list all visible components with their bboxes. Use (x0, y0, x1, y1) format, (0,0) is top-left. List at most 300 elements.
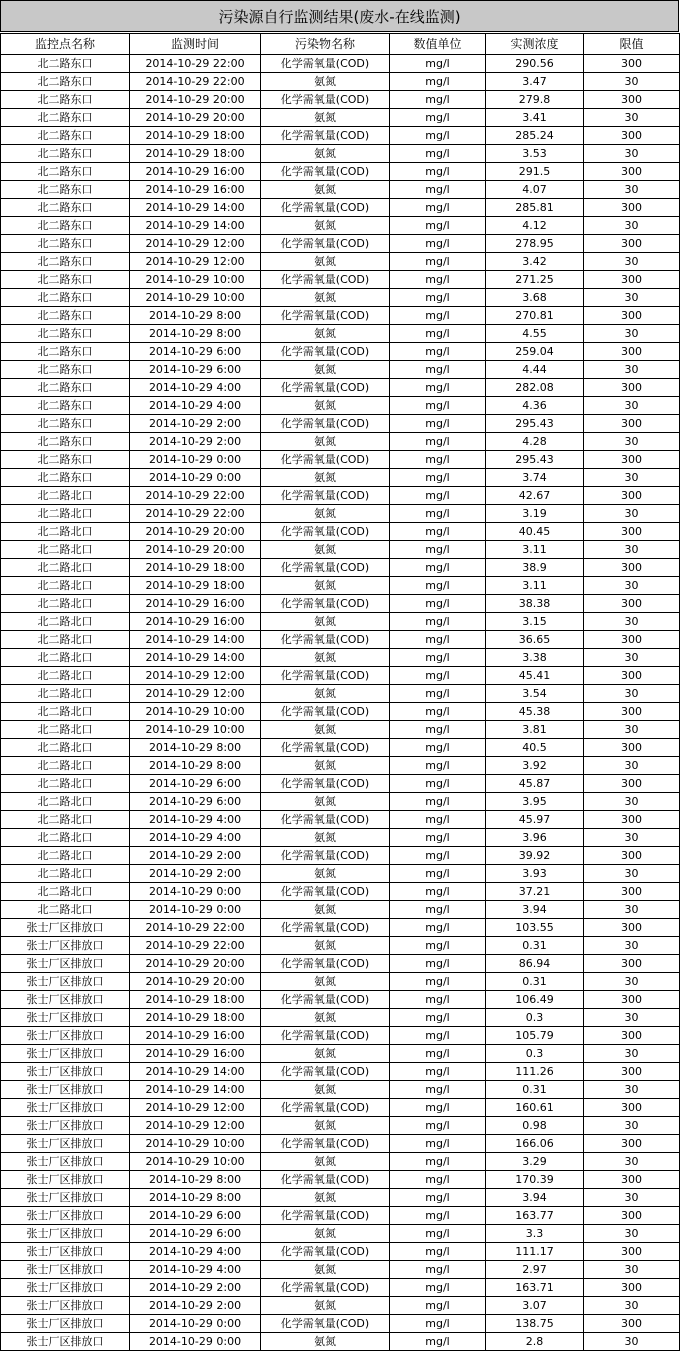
cell-monitor-point: 北二路东口 (1, 361, 130, 379)
cell-limit: 300 (584, 595, 680, 613)
cell-monitor-point: 张士厂区排放口 (1, 1027, 130, 1045)
cell-monitor-time: 2014-10-29 6:00 (130, 1207, 261, 1225)
table-row (1, 919, 680, 937)
cell-measured: 0.31 (486, 1081, 584, 1099)
table-row (1, 739, 680, 757)
table-row (1, 1225, 680, 1243)
cell-limit: 30 (584, 1189, 680, 1207)
page-title: 污染源自行监测结果(废水-在线监测) (0, 0, 679, 32)
cell-limit: 30 (584, 865, 680, 883)
table-row (1, 181, 680, 199)
cell-monitor-point: 张士厂区排放口 (1, 1045, 130, 1063)
cell-monitor-time: 2014-10-29 10:00 (130, 703, 261, 721)
cell-monitor-time: 2014-10-29 18:00 (130, 145, 261, 163)
cell-monitor-time: 2014-10-29 12:00 (130, 667, 261, 685)
cell-monitor-point: 北二路东口 (1, 325, 130, 343)
cell-unit: mg/l (390, 1099, 486, 1117)
cell-monitor-point: 北二路北口 (1, 487, 130, 505)
cell-pollutant: 氨氮 (261, 109, 390, 127)
cell-unit: mg/l (390, 1117, 486, 1135)
cell-measured: 0.3 (486, 1009, 584, 1027)
table-row (1, 1297, 680, 1315)
cell-pollutant: 化学需氧量(COD) (261, 379, 390, 397)
cell-measured: 40.5 (486, 739, 584, 757)
cell-monitor-time: 2014-10-29 0:00 (130, 883, 261, 901)
cell-monitor-point: 张士厂区排放口 (1, 1207, 130, 1225)
cell-pollutant: 氨氮 (261, 901, 390, 919)
cell-monitor-time: 2014-10-29 12:00 (130, 1117, 261, 1135)
cell-unit: mg/l (390, 145, 486, 163)
cell-unit: mg/l (390, 253, 486, 271)
cell-monitor-time: 2014-10-29 6:00 (130, 1225, 261, 1243)
cell-measured: 45.41 (486, 667, 584, 685)
cell-measured: 3.93 (486, 865, 584, 883)
table-row (1, 145, 680, 163)
cell-pollutant: 化学需氧量(COD) (261, 307, 390, 325)
cell-monitor-point: 张士厂区排放口 (1, 1009, 130, 1027)
table-row (1, 757, 680, 775)
cell-limit: 30 (584, 793, 680, 811)
table-row (1, 1027, 680, 1045)
cell-monitor-point: 北二路东口 (1, 289, 130, 307)
cell-monitor-time: 2014-10-29 14:00 (130, 199, 261, 217)
header-monitor-point: 监控点名称 (1, 34, 130, 55)
cell-monitor-time: 2014-10-29 14:00 (130, 631, 261, 649)
cell-monitor-time: 2014-10-29 8:00 (130, 307, 261, 325)
cell-pollutant: 氨氮 (261, 505, 390, 523)
cell-pollutant: 化学需氧量(COD) (261, 955, 390, 973)
cell-limit: 300 (584, 91, 680, 109)
cell-pollutant: 化学需氧量(COD) (261, 991, 390, 1009)
cell-pollutant: 化学需氧量(COD) (261, 1207, 390, 1225)
cell-monitor-point: 北二路东口 (1, 433, 130, 451)
cell-measured: 3.68 (486, 289, 584, 307)
table-row (1, 703, 680, 721)
cell-monitor-point: 北二路北口 (1, 703, 130, 721)
cell-limit: 300 (584, 775, 680, 793)
cell-unit: mg/l (390, 1081, 486, 1099)
header-row (1, 34, 680, 55)
table-row (1, 433, 680, 451)
cell-measured: 39.92 (486, 847, 584, 865)
cell-pollutant: 氨氮 (261, 829, 390, 847)
cell-pollutant: 化学需氧量(COD) (261, 1315, 390, 1333)
cell-measured: 3.3 (486, 1225, 584, 1243)
cell-limit: 300 (584, 487, 680, 505)
cell-limit: 300 (584, 235, 680, 253)
cell-pollutant: 氨氮 (261, 289, 390, 307)
cell-pollutant: 氨氮 (261, 217, 390, 235)
cell-pollutant: 氨氮 (261, 1081, 390, 1099)
header-measured: 实测浓度 (486, 34, 584, 55)
cell-pollutant: 化学需氧量(COD) (261, 1171, 390, 1189)
cell-measured: 38.38 (486, 595, 584, 613)
cell-monitor-point: 北二路北口 (1, 757, 130, 775)
header-monitor-time: 监测时间 (130, 34, 261, 55)
cell-monitor-time: 2014-10-29 22:00 (130, 487, 261, 505)
cell-limit: 300 (584, 1135, 680, 1153)
cell-monitor-time: 2014-10-29 18:00 (130, 127, 261, 145)
cell-measured: 111.17 (486, 1243, 584, 1261)
cell-measured: 295.43 (486, 451, 584, 469)
cell-pollutant: 氨氮 (261, 181, 390, 199)
cell-unit: mg/l (390, 235, 486, 253)
cell-monitor-time: 2014-10-29 18:00 (130, 991, 261, 1009)
cell-monitor-time: 2014-10-29 4:00 (130, 811, 261, 829)
cell-measured: 40.45 (486, 523, 584, 541)
cell-unit: mg/l (390, 1009, 486, 1027)
cell-unit: mg/l (390, 1225, 486, 1243)
cell-monitor-time: 2014-10-29 16:00 (130, 181, 261, 199)
table-row (1, 721, 680, 739)
cell-measured: 36.65 (486, 631, 584, 649)
cell-limit: 30 (584, 577, 680, 595)
cell-measured: 45.97 (486, 811, 584, 829)
cell-limit: 30 (584, 397, 680, 415)
cell-measured: 3.54 (486, 685, 584, 703)
cell-unit: mg/l (390, 1171, 486, 1189)
cell-monitor-time: 2014-10-29 2:00 (130, 415, 261, 433)
table-row (1, 163, 680, 181)
cell-monitor-point: 北二路北口 (1, 721, 130, 739)
cell-measured: 3.94 (486, 901, 584, 919)
cell-unit: mg/l (390, 973, 486, 991)
cell-monitor-time: 2014-10-29 18:00 (130, 559, 261, 577)
cell-monitor-point: 北二路东口 (1, 343, 130, 361)
cell-unit: mg/l (390, 1189, 486, 1207)
cell-monitor-point: 北二路东口 (1, 469, 130, 487)
cell-unit: mg/l (390, 937, 486, 955)
cell-pollutant: 氨氮 (261, 397, 390, 415)
table-row (1, 1333, 680, 1351)
cell-limit: 300 (584, 1027, 680, 1045)
cell-monitor-time: 2014-10-29 20:00 (130, 91, 261, 109)
cell-measured: 4.12 (486, 217, 584, 235)
table-row (1, 937, 680, 955)
cell-monitor-point: 北二路东口 (1, 163, 130, 181)
table-row (1, 361, 680, 379)
table-row (1, 1153, 680, 1171)
cell-unit: mg/l (390, 523, 486, 541)
cell-unit: mg/l (390, 1279, 486, 1297)
cell-limit: 30 (584, 1117, 680, 1135)
cell-measured: 38.9 (486, 559, 584, 577)
cell-limit: 300 (584, 307, 680, 325)
cell-limit: 30 (584, 973, 680, 991)
cell-limit: 30 (584, 937, 680, 955)
cell-measured: 0.31 (486, 937, 584, 955)
cell-monitor-time: 2014-10-29 20:00 (130, 541, 261, 559)
cell-measured: 3.11 (486, 577, 584, 595)
cell-measured: 103.55 (486, 919, 584, 937)
cell-monitor-time: 2014-10-29 8:00 (130, 1189, 261, 1207)
cell-monitor-time: 2014-10-29 10:00 (130, 1153, 261, 1171)
cell-monitor-time: 2014-10-29 16:00 (130, 163, 261, 181)
header-pollutant: 污染物名称 (261, 34, 390, 55)
table-row (1, 559, 680, 577)
cell-pollutant: 化学需氧量(COD) (261, 55, 390, 73)
cell-monitor-time: 2014-10-29 2:00 (130, 433, 261, 451)
cell-measured: 259.04 (486, 343, 584, 361)
cell-measured: 2.97 (486, 1261, 584, 1279)
cell-measured: 3.47 (486, 73, 584, 91)
cell-unit: mg/l (390, 883, 486, 901)
cell-pollutant: 氨氮 (261, 1045, 390, 1063)
cell-limit: 300 (584, 847, 680, 865)
table-row (1, 883, 680, 901)
cell-monitor-point: 北二路东口 (1, 217, 130, 235)
cell-pollutant: 化学需氧量(COD) (261, 271, 390, 289)
cell-measured: 3.41 (486, 109, 584, 127)
cell-pollutant: 氨氮 (261, 1117, 390, 1135)
cell-measured: 282.08 (486, 379, 584, 397)
cell-measured: 3.29 (486, 1153, 584, 1171)
cell-unit: mg/l (390, 325, 486, 343)
cell-limit: 30 (584, 469, 680, 487)
cell-monitor-point: 北二路东口 (1, 145, 130, 163)
cell-limit: 30 (584, 181, 680, 199)
cell-monitor-time: 2014-10-29 14:00 (130, 217, 261, 235)
header-limit: 限值 (584, 34, 680, 55)
cell-unit: mg/l (390, 991, 486, 1009)
cell-monitor-time: 2014-10-29 8:00 (130, 739, 261, 757)
cell-monitor-point: 张士厂区排放口 (1, 1153, 130, 1171)
cell-monitor-time: 2014-10-29 10:00 (130, 289, 261, 307)
table-row (1, 1279, 680, 1297)
table-row (1, 613, 680, 631)
cell-limit: 30 (584, 901, 680, 919)
cell-pollutant: 氨氮 (261, 613, 390, 631)
cell-unit: mg/l (390, 163, 486, 181)
cell-monitor-point: 北二路东口 (1, 253, 130, 271)
cell-monitor-time: 2014-10-29 6:00 (130, 361, 261, 379)
cell-limit: 30 (584, 829, 680, 847)
cell-monitor-time: 2014-10-29 16:00 (130, 1045, 261, 1063)
cell-pollutant: 化学需氧量(COD) (261, 1027, 390, 1045)
cell-monitor-point: 北二路北口 (1, 847, 130, 865)
cell-limit: 300 (584, 343, 680, 361)
cell-monitor-point: 北二路东口 (1, 397, 130, 415)
cell-unit: mg/l (390, 181, 486, 199)
cell-monitor-time: 2014-10-29 16:00 (130, 613, 261, 631)
cell-measured: 111.26 (486, 1063, 584, 1081)
table-row (1, 451, 680, 469)
cell-limit: 30 (584, 613, 680, 631)
cell-unit: mg/l (390, 919, 486, 937)
cell-monitor-point: 张士厂区排放口 (1, 1279, 130, 1297)
cell-monitor-time: 2014-10-29 4:00 (130, 1243, 261, 1261)
cell-monitor-point: 北二路东口 (1, 73, 130, 91)
cell-measured: 3.95 (486, 793, 584, 811)
cell-limit: 30 (584, 1153, 680, 1171)
cell-limit: 30 (584, 505, 680, 523)
cell-measured: 278.95 (486, 235, 584, 253)
cell-unit: mg/l (390, 865, 486, 883)
table-row (1, 595, 680, 613)
cell-pollutant: 化学需氧量(COD) (261, 91, 390, 109)
cell-unit: mg/l (390, 127, 486, 145)
cell-monitor-point: 北二路北口 (1, 829, 130, 847)
table-row (1, 1063, 680, 1081)
cell-pollutant: 氨氮 (261, 253, 390, 271)
cell-monitor-point: 北二路北口 (1, 775, 130, 793)
cell-limit: 30 (584, 1333, 680, 1351)
cell-measured: 86.94 (486, 955, 584, 973)
cell-unit: mg/l (390, 469, 486, 487)
table-row (1, 1261, 680, 1279)
cell-limit: 300 (584, 919, 680, 937)
table-row (1, 1099, 680, 1117)
table-row (1, 685, 680, 703)
cell-monitor-point: 张士厂区排放口 (1, 1099, 130, 1117)
cell-monitor-point: 北二路北口 (1, 649, 130, 667)
cell-monitor-point: 北二路东口 (1, 55, 130, 73)
cell-monitor-point: 北二路北口 (1, 883, 130, 901)
cell-limit: 30 (584, 145, 680, 163)
cell-pollutant: 氨氮 (261, 541, 390, 559)
cell-monitor-point: 北二路东口 (1, 415, 130, 433)
cell-unit: mg/l (390, 415, 486, 433)
cell-monitor-time: 2014-10-29 6:00 (130, 343, 261, 361)
table-row (1, 127, 680, 145)
cell-limit: 30 (584, 541, 680, 559)
cell-unit: mg/l (390, 829, 486, 847)
cell-pollutant: 化学需氧量(COD) (261, 451, 390, 469)
cell-monitor-time: 2014-10-29 18:00 (130, 1009, 261, 1027)
cell-limit: 30 (584, 1009, 680, 1027)
cell-unit: mg/l (390, 613, 486, 631)
cell-monitor-point: 北二路北口 (1, 901, 130, 919)
cell-pollutant: 氨氮 (261, 433, 390, 451)
cell-monitor-time: 2014-10-29 0:00 (130, 469, 261, 487)
cell-pollutant: 氨氮 (261, 469, 390, 487)
cell-pollutant: 化学需氧量(COD) (261, 343, 390, 361)
cell-unit: mg/l (390, 451, 486, 469)
cell-limit: 300 (584, 163, 680, 181)
cell-measured: 3.42 (486, 253, 584, 271)
cell-monitor-point: 北二路北口 (1, 577, 130, 595)
cell-limit: 30 (584, 721, 680, 739)
cell-monitor-point: 北二路北口 (1, 865, 130, 883)
cell-monitor-time: 2014-10-29 10:00 (130, 271, 261, 289)
cell-monitor-point: 北二路北口 (1, 559, 130, 577)
cell-measured: 160.61 (486, 1099, 584, 1117)
cell-monitor-point: 北二路东口 (1, 451, 130, 469)
cell-monitor-time: 2014-10-29 22:00 (130, 937, 261, 955)
cell-measured: 163.71 (486, 1279, 584, 1297)
cell-unit: mg/l (390, 721, 486, 739)
cell-monitor-point: 北二路北口 (1, 613, 130, 631)
table-row (1, 1315, 680, 1333)
cell-measured: 163.77 (486, 1207, 584, 1225)
cell-monitor-time: 2014-10-29 8:00 (130, 325, 261, 343)
cell-monitor-point: 张士厂区排放口 (1, 937, 130, 955)
cell-pollutant: 氨氮 (261, 721, 390, 739)
cell-monitor-point: 张士厂区排放口 (1, 1117, 130, 1135)
header-unit: 数值单位 (390, 34, 486, 55)
cell-unit: mg/l (390, 1027, 486, 1045)
cell-monitor-time: 2014-10-29 8:00 (130, 757, 261, 775)
cell-measured: 3.74 (486, 469, 584, 487)
cell-measured: 0.31 (486, 973, 584, 991)
cell-limit: 300 (584, 379, 680, 397)
cell-unit: mg/l (390, 91, 486, 109)
table-row (1, 1207, 680, 1225)
cell-measured: 4.44 (486, 361, 584, 379)
table-row (1, 523, 680, 541)
cell-limit: 300 (584, 523, 680, 541)
cell-measured: 3.94 (486, 1189, 584, 1207)
cell-limit: 300 (584, 1063, 680, 1081)
cell-pollutant: 氨氮 (261, 1297, 390, 1315)
monitoring-table (0, 33, 680, 1351)
cell-unit: mg/l (390, 955, 486, 973)
cell-limit: 300 (584, 451, 680, 469)
cell-measured: 4.07 (486, 181, 584, 199)
cell-unit: mg/l (390, 55, 486, 73)
cell-unit: mg/l (390, 1063, 486, 1081)
cell-measured: 0.98 (486, 1117, 584, 1135)
cell-unit: mg/l (390, 901, 486, 919)
cell-limit: 300 (584, 1315, 680, 1333)
table-row (1, 541, 680, 559)
cell-unit: mg/l (390, 1207, 486, 1225)
cell-unit: mg/l (390, 577, 486, 595)
cell-unit: mg/l (390, 811, 486, 829)
cell-monitor-point: 北二路东口 (1, 91, 130, 109)
cell-measured: 290.56 (486, 55, 584, 73)
cell-pollutant: 化学需氧量(COD) (261, 811, 390, 829)
table-row (1, 955, 680, 973)
table-row (1, 379, 680, 397)
cell-limit: 300 (584, 883, 680, 901)
cell-monitor-point: 北二路北口 (1, 793, 130, 811)
table-row (1, 649, 680, 667)
cell-unit: mg/l (390, 703, 486, 721)
table-row (1, 667, 680, 685)
cell-limit: 300 (584, 1099, 680, 1117)
cell-pollutant: 氨氮 (261, 73, 390, 91)
cell-unit: mg/l (390, 343, 486, 361)
cell-limit: 30 (584, 325, 680, 343)
cell-limit: 30 (584, 1297, 680, 1315)
cell-measured: 3.38 (486, 649, 584, 667)
cell-unit: mg/l (390, 397, 486, 415)
cell-limit: 30 (584, 1225, 680, 1243)
table-row (1, 217, 680, 235)
cell-monitor-point: 北二路东口 (1, 271, 130, 289)
cell-monitor-time: 2014-10-29 4:00 (130, 829, 261, 847)
cell-limit: 30 (584, 253, 680, 271)
cell-limit: 30 (584, 289, 680, 307)
cell-unit: mg/l (390, 307, 486, 325)
cell-measured: 170.39 (486, 1171, 584, 1189)
cell-pollutant: 化学需氧量(COD) (261, 235, 390, 253)
cell-measured: 3.15 (486, 613, 584, 631)
cell-monitor-point: 北二路北口 (1, 685, 130, 703)
cell-pollutant: 氨氮 (261, 793, 390, 811)
cell-limit: 300 (584, 271, 680, 289)
cell-pollutant: 化学需氧量(COD) (261, 163, 390, 181)
cell-unit: mg/l (390, 757, 486, 775)
cell-measured: 45.38 (486, 703, 584, 721)
cell-monitor-time: 2014-10-29 0:00 (130, 1315, 261, 1333)
cell-limit: 300 (584, 631, 680, 649)
cell-monitor-time: 2014-10-29 4:00 (130, 1261, 261, 1279)
cell-monitor-point: 张士厂区排放口 (1, 1225, 130, 1243)
cell-pollutant: 氨氮 (261, 973, 390, 991)
cell-monitor-time: 2014-10-29 0:00 (130, 1333, 261, 1351)
